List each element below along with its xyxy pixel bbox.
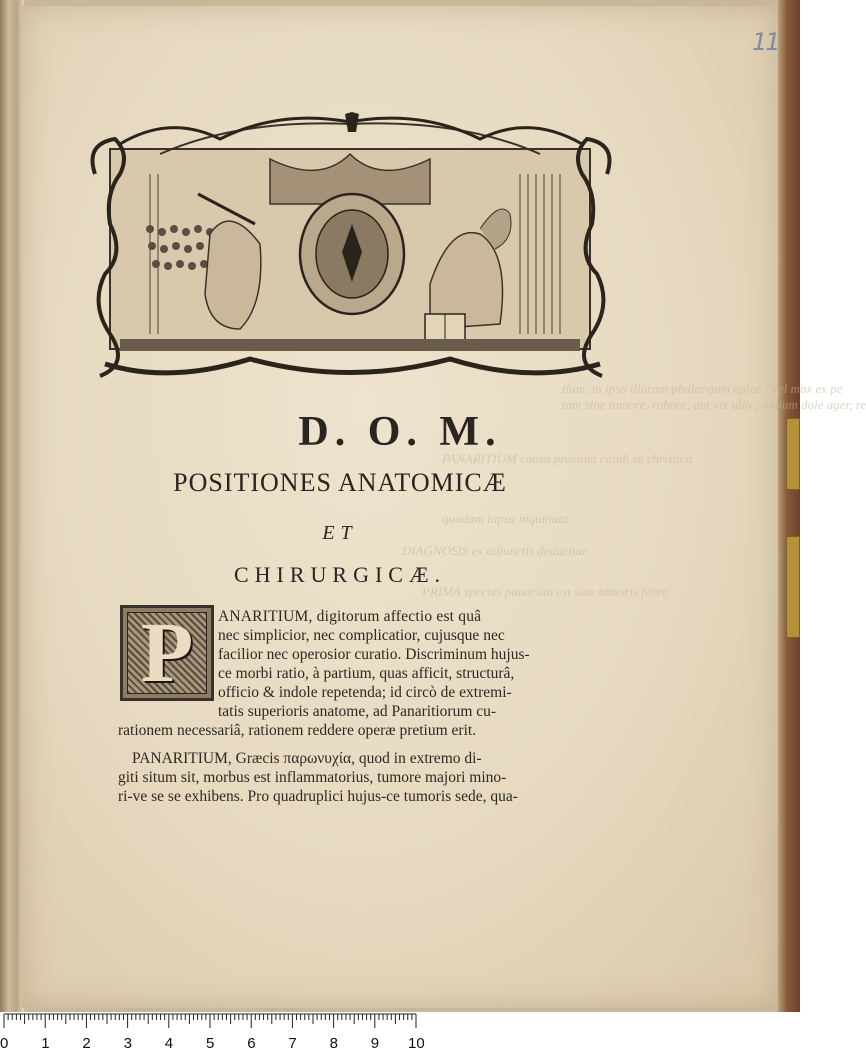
title-line-3: CHIRURGICÆ.	[233, 562, 447, 587]
bleed-text: PANARITIUM causa proxima calidi se christica	[442, 451, 693, 466]
ruler-number: 0	[0, 1035, 9, 1052]
page-clip	[786, 418, 800, 490]
engraved-vignette	[90, 114, 612, 386]
ruler-number: 8	[329, 1035, 338, 1052]
ruler-number: 2	[82, 1035, 91, 1052]
decorated-initial	[120, 605, 214, 701]
ruler-number: 10	[408, 1035, 425, 1052]
bleed-text: tam sine tumore, rubore, aut vix ullo ; malum dole ager, re	[562, 397, 866, 412]
paragraph-line: ce morbi ratio, à partium, quas afficit, structurâ,	[218, 665, 515, 682]
measurement-ruler	[0, 1012, 800, 1055]
paragraph-line: facilior nec operosior curatio. Discriminum hujus-	[218, 646, 530, 663]
paragraph-line: ri-ve se se exhibens. Pro quadruplici hujus-ce tumoris sede, qua-	[118, 788, 518, 805]
bleed-text: DIAGNOSIS ex adjunctis deducitur.	[402, 543, 590, 558]
bleed-text: PRIMA species panaritio est sine tumoris febre	[422, 584, 668, 599]
paragraph-line: PANARITIUM, Græcis παρωνυχία, quod in extremo di-	[132, 750, 482, 767]
book-spine	[0, 0, 24, 1012]
paragraph-line: officio & indole repetenda; id circò de extremi-	[218, 684, 512, 701]
paragraph-line: rationem necessariâ, rationem reddere operæ pretium erit.	[118, 722, 477, 739]
bleed-text: quodam lapsu inquinata.	[442, 511, 572, 526]
dedication-heading: D. O. M.	[298, 409, 502, 455]
ruler-number: 3	[123, 1035, 132, 1052]
ruler-number: 5	[206, 1035, 215, 1052]
paragraph-line: nec simplicior, nec complicatior, cujusque nec	[218, 627, 505, 644]
paragraph-line: giti situm sit, morbus est inflammatorius, tumore majori mino-	[118, 769, 507, 786]
title-line-1: POSITIONES ANATOMICÆ	[173, 468, 507, 497]
ruler-number: 1	[41, 1035, 50, 1052]
book-page	[22, 6, 866, 1008]
ruler-number: 7	[288, 1035, 297, 1052]
folio-number: 11	[752, 28, 779, 56]
ruler-number: 4	[164, 1035, 174, 1052]
page-clip	[786, 536, 800, 638]
ruler-number: 9	[370, 1035, 380, 1052]
paragraph-line: tatis superioris anatome, ad Panaritiorum cu-	[218, 703, 497, 720]
paragraph-line: ANARITIUM, digitorum affectio est quâ	[218, 608, 482, 625]
title-line-2: ET	[322, 522, 358, 544]
initial-letter: P	[140, 604, 194, 700]
ruler-number: 6	[247, 1035, 256, 1052]
bleed-text: tium, in ipso illarum phalangum apice ; vel mox ex pe	[562, 381, 843, 396]
book-edge	[778, 0, 800, 1012]
